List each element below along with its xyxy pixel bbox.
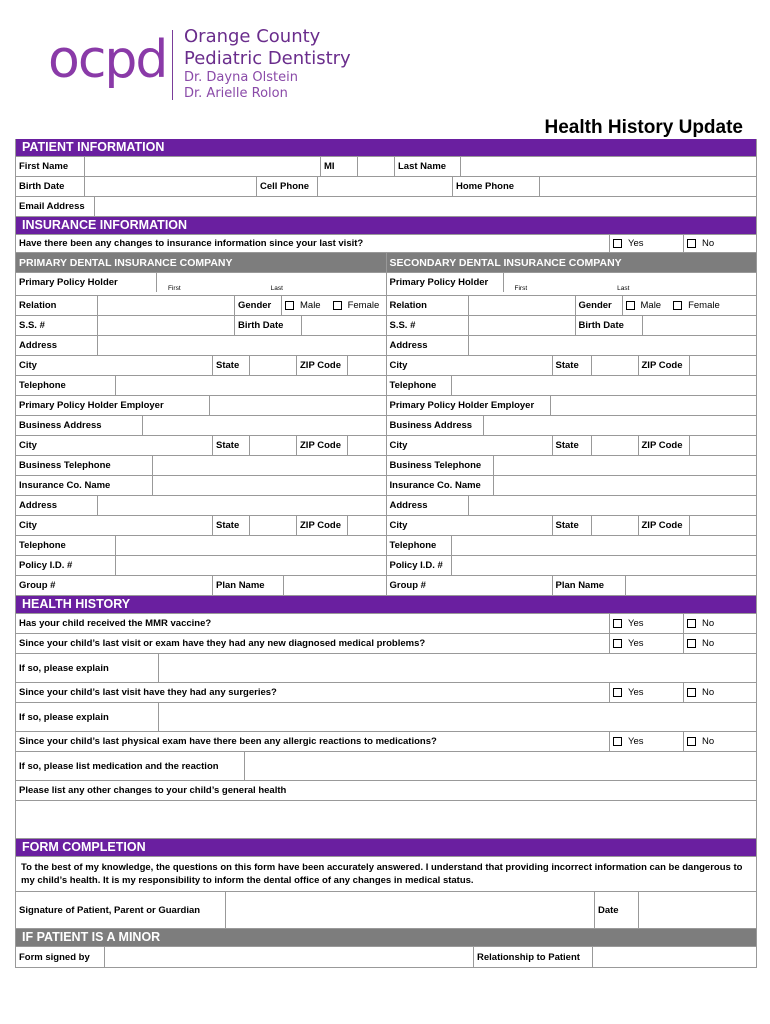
signed-by-field[interactable] — [105, 947, 474, 967]
mi-field[interactable] — [358, 157, 395, 176]
state-field[interactable] — [592, 356, 639, 375]
policy-id-field[interactable] — [116, 556, 386, 575]
signature-field[interactable] — [226, 892, 595, 928]
insurance-name-label: Insurance Co. Name — [387, 476, 494, 495]
telephone-label: Telephone — [387, 536, 452, 555]
explain-field[interactable] — [159, 654, 756, 682]
checkbox-icon — [613, 619, 622, 628]
section-patient-information: PATIENT INFORMATION — [16, 139, 756, 157]
group-label: Group # — [387, 576, 553, 595]
state-label: State — [213, 356, 250, 375]
plan-name-field[interactable] — [284, 576, 386, 595]
checkbox-icon — [613, 737, 622, 746]
zip-field[interactable] — [348, 436, 386, 455]
signature-label: Signature of Patient, Parent or Guardian — [16, 892, 226, 928]
state-field[interactable] — [592, 516, 639, 535]
state-field[interactable] — [250, 516, 297, 535]
first-hint: First — [514, 285, 528, 292]
ss-label: S.S. # — [387, 316, 469, 335]
date-label: Date — [595, 892, 639, 928]
group-label: Group # — [16, 576, 213, 595]
surgeries-yes-option[interactable] — [610, 683, 684, 702]
allergic-no-option[interactable] — [684, 732, 756, 751]
no-label: No — [702, 736, 715, 747]
explain-label: If so, please explain — [16, 703, 159, 731]
no-label: No — [702, 638, 715, 649]
zip-field[interactable] — [690, 436, 757, 455]
address-label: Address — [387, 336, 469, 355]
relationship-label: Relationship to Patient — [474, 947, 593, 967]
relationship-field[interactable] — [593, 947, 756, 967]
zip-field[interactable] — [690, 356, 757, 375]
address-field[interactable] — [469, 336, 757, 355]
first-name-label: First Name — [16, 157, 85, 176]
checkbox-icon — [687, 688, 696, 697]
holder-field[interactable] — [504, 273, 757, 292]
state-label: State — [213, 436, 250, 455]
address-field[interactable] — [98, 496, 386, 515]
business-telephone-field[interactable] — [153, 456, 386, 475]
other-changes-label: Please list any other changes to your child’s general health — [19, 785, 287, 796]
explain-label: If so, please explain — [16, 654, 159, 682]
zip-label: ZIP Code — [639, 516, 690, 535]
male-label: Male — [640, 300, 662, 311]
section-if-minor: IF PATIENT IS A MINOR — [16, 929, 756, 947]
zip-field[interactable] — [690, 516, 757, 535]
mi-label: MI — [321, 157, 358, 176]
policy-id-label: Policy I.D. # — [16, 556, 116, 575]
gender-options[interactable] — [282, 296, 386, 315]
surgeries-no-option[interactable] — [684, 683, 756, 702]
mmr-question: Has your child received the MMR vaccine? — [16, 614, 610, 633]
gender-label: Gender — [576, 296, 623, 315]
gender-options[interactable] — [623, 296, 757, 315]
zip-label: ZIP Code — [297, 516, 348, 535]
relation-field[interactable] — [469, 296, 576, 315]
completion-statement: To the best of my knowledge, the questions on this form have been accurately answered. I understand that providing incorrect information can be dangerous to my child’s health. It is my responsibility to inform the dental office of any changes in medical status. — [21, 862, 743, 886]
section-insurance-information: INSURANCE INFORMATION — [16, 217, 756, 235]
medication-label: If so, please list medication and the reaction — [16, 752, 245, 780]
ss-field[interactable] — [98, 316, 235, 335]
holder-label: Primary Policy Holder — [16, 273, 157, 292]
practice-name-line1: Orange County — [184, 26, 321, 47]
email-field[interactable] — [95, 197, 756, 216]
last-hint: Last — [617, 285, 630, 292]
doctor-name-2: Dr. Arielle Rolon — [184, 86, 288, 101]
yes-label: Yes — [628, 687, 644, 698]
business-telephone-label: Business Telephone — [387, 456, 494, 475]
section-health-history: HEALTH HISTORY — [16, 596, 756, 614]
address-label: Address — [16, 496, 98, 515]
insurance-name-field[interactable] — [153, 476, 386, 495]
birth-date-label: Birth Date — [235, 316, 302, 335]
policy-id-field[interactable] — [452, 556, 757, 575]
other-changes-field[interactable] — [16, 801, 756, 838]
female-label: Female — [347, 300, 380, 311]
surgeries-question: Since your child’s last visit have they had any surgeries? — [16, 683, 610, 702]
no-label: No — [702, 687, 715, 698]
signed-by-label: Form signed by — [16, 947, 105, 967]
problems-yes-option[interactable] — [610, 634, 684, 653]
relation-label: Relation — [387, 296, 469, 315]
checkbox-icon — [673, 301, 682, 310]
city-label: City — [387, 436, 553, 455]
doctor-name-1: Dr. Dayna Olstein — [184, 70, 298, 85]
cell-phone-field[interactable] — [318, 177, 453, 196]
checkbox-icon — [613, 688, 622, 697]
first-name-field[interactable] — [85, 157, 321, 176]
checkbox-icon — [687, 737, 696, 746]
no-label: No — [702, 618, 715, 629]
state-field[interactable] — [250, 356, 297, 375]
medical-problems-question: Since your child’s last visit or exam have they had any new diagnosed medical problems? — [16, 634, 610, 653]
business-address-label: Business Address — [387, 416, 484, 435]
insurance-name-field[interactable] — [494, 476, 757, 495]
birth-date-field[interactable] — [643, 316, 757, 335]
explain-field[interactable] — [159, 703, 756, 731]
home-phone-label: Home Phone — [453, 177, 540, 196]
no-label: No — [702, 238, 715, 249]
ocpd-logo: ocpd — [48, 30, 167, 90]
relation-field[interactable] — [98, 296, 235, 315]
address-field[interactable] — [98, 336, 386, 355]
insurance-columns — [16, 253, 756, 596]
yes-label: Yes — [628, 638, 644, 649]
state-label: State — [553, 516, 592, 535]
telephone-field[interactable] — [452, 536, 757, 555]
checkbox-icon — [333, 301, 342, 310]
employer-label: Primary Policy Holder Employer — [16, 396, 210, 415]
telephone-label: Telephone — [16, 536, 116, 555]
yes-label: Yes — [628, 238, 644, 249]
mmr-no-option[interactable] — [684, 614, 756, 633]
checkbox-icon — [285, 301, 294, 310]
yes-label: Yes — [628, 736, 644, 747]
mmr-yes-option[interactable] — [610, 614, 684, 633]
address-field[interactable] — [469, 496, 757, 515]
medication-field[interactable] — [245, 752, 756, 780]
last-hint: Last — [270, 285, 283, 292]
city-label: City — [16, 356, 213, 375]
checkbox-icon — [687, 639, 696, 648]
telephone-label: Telephone — [387, 376, 452, 395]
last-name-field[interactable] — [461, 157, 756, 176]
business-address-label: Business Address — [16, 416, 143, 435]
gender-label: Gender — [235, 296, 282, 315]
business-telephone-field[interactable] — [494, 456, 757, 475]
practice-name-block — [184, 26, 351, 102]
zip-label: ZIP Code — [639, 356, 690, 375]
telephone-field[interactable] — [116, 536, 386, 555]
city-label: City — [387, 356, 553, 375]
plan-name-field[interactable] — [626, 576, 757, 595]
first-hint: First — [168, 285, 181, 292]
state-field[interactable] — [250, 436, 297, 455]
problems-no-option[interactable] — [684, 634, 756, 653]
state-field[interactable] — [592, 436, 639, 455]
checkbox-icon — [613, 639, 622, 648]
yes-label: Yes — [628, 618, 644, 629]
zip-label: ZIP Code — [297, 356, 348, 375]
logo-divider — [172, 30, 173, 100]
insurance-name-label: Insurance Co. Name — [16, 476, 153, 495]
city-label: City — [387, 516, 553, 535]
practice-name-line2: Pediatric Dentistry — [184, 48, 351, 69]
business-address-field[interactable] — [484, 416, 757, 435]
city-label: City — [16, 516, 213, 535]
telephone-field[interactable] — [452, 376, 757, 395]
employer-label: Primary Policy Holder Employer — [387, 396, 551, 415]
plan-name-label: Plan Name — [553, 576, 626, 595]
female-label: Female — [688, 300, 720, 311]
email-label: Email Address — [16, 197, 95, 216]
last-name-label: Last Name — [395, 157, 461, 176]
primary-insurance-column — [16, 253, 387, 596]
primary-insurance-header: PRIMARY DENTAL INSURANCE COMPANY — [19, 256, 233, 269]
checkbox-icon — [626, 301, 635, 310]
state-label: State — [553, 436, 592, 455]
zip-label: ZIP Code — [639, 436, 690, 455]
checkbox-icon — [687, 239, 696, 248]
allergic-question: Since your child’s last physical exam have there been any allergic reactions to medications? — [16, 732, 610, 751]
birth-date-field[interactable] — [85, 177, 257, 196]
birth-date-label: Birth Date — [576, 316, 643, 335]
page-title: Health History Update — [544, 117, 743, 138]
checkbox-icon — [613, 239, 622, 248]
insurance-yes-option[interactable] — [610, 235, 684, 252]
date-field[interactable] — [639, 892, 756, 928]
holder-label: Primary Policy Holder — [387, 273, 504, 292]
policy-id-label: Policy I.D. # — [387, 556, 452, 575]
employer-field[interactable] — [551, 396, 757, 415]
checkbox-icon — [687, 619, 696, 628]
secondary-insurance-header: SECONDARY DENTAL INSURANCE COMPANY — [389, 256, 622, 269]
telephone-label: Telephone — [16, 376, 116, 395]
relation-label: Relation — [16, 296, 98, 315]
secondary-insurance-column — [387, 253, 757, 596]
home-phone-field[interactable] — [540, 177, 756, 196]
ss-label: S.S. # — [16, 316, 98, 335]
health-history-form — [15, 139, 757, 968]
birth-date-field[interactable] — [302, 316, 386, 335]
allergic-yes-option[interactable] — [610, 732, 684, 751]
state-label: State — [213, 516, 250, 535]
cell-phone-label: Cell Phone — [257, 177, 318, 196]
telephone-field[interactable] — [116, 376, 386, 395]
business-telephone-label: Business Telephone — [16, 456, 153, 475]
insurance-no-option[interactable] — [684, 235, 756, 252]
city-label: City — [16, 436, 213, 455]
plan-name-label: Plan Name — [213, 576, 284, 595]
birth-date-label: Birth Date — [16, 177, 85, 196]
business-address-field[interactable] — [143, 416, 386, 435]
insurance-change-question: Have there been any changes to insurance information since your last visit? — [16, 235, 610, 252]
male-label: Male — [300, 300, 321, 311]
holder-field[interactable] — [157, 273, 386, 292]
address-label: Address — [387, 496, 469, 515]
zip-field[interactable] — [348, 356, 386, 375]
section-form-completion: FORM COMPLETION — [16, 839, 756, 857]
zip-field[interactable] — [348, 516, 386, 535]
employer-field[interactable] — [210, 396, 386, 415]
address-label: Address — [16, 336, 98, 355]
zip-label: ZIP Code — [297, 436, 348, 455]
header — [0, 0, 770, 140]
state-label: State — [553, 356, 592, 375]
ss-field[interactable] — [469, 316, 576, 335]
